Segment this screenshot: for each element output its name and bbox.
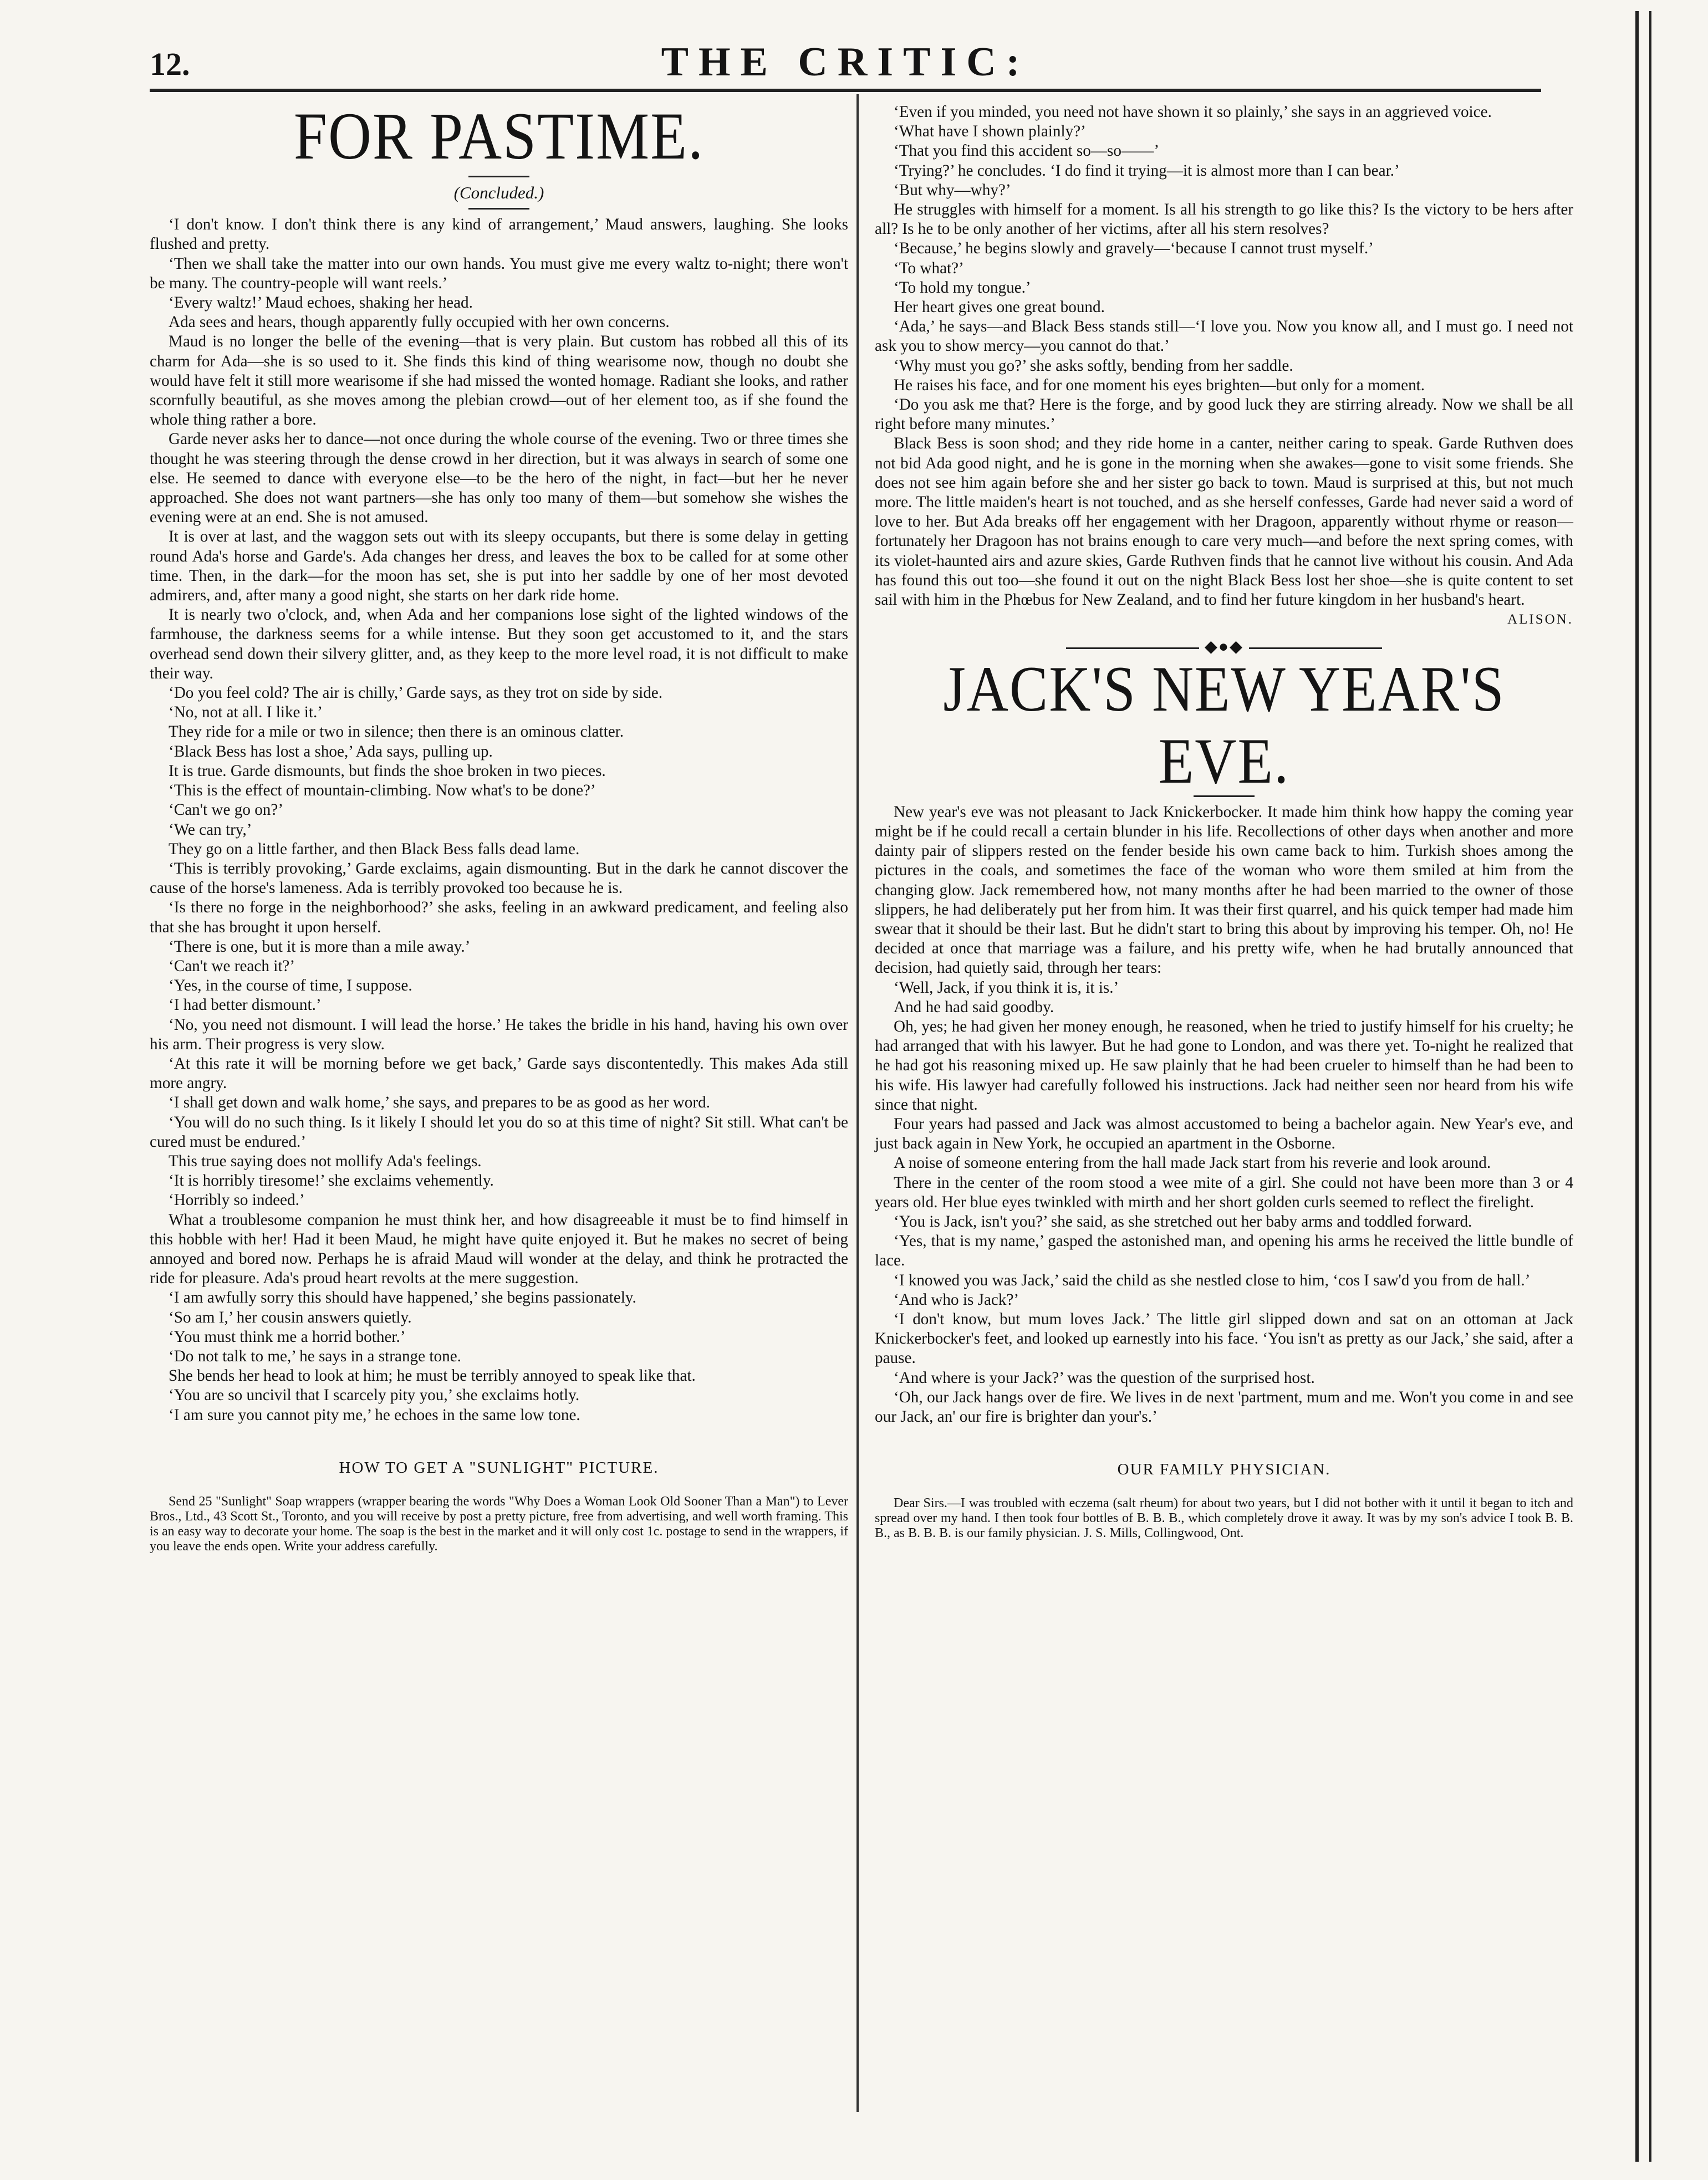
story-paragraph: Black Bess is soon shod; and they ride home in a canter, neither caring to speak. Garde Ruthven does not bid Ada good night, and he is gone in the morning when she awakes—gone to visit some friends. She does not see him again before she and her sister go back to town. Maud is surprised at this, but not much more. The little maiden's heart is not touched, and as she herself confesses, Garde had never said a word of love to her. But Ada breaks off her engagement with her Dragoon, apparently without rhyme or reason—fortunately her Dragoon has not brains enough to care very much—and before the next spring comes, with its violet-haunted airs and azure skies, Garde Ruthven finds that he cannot live without his cousin. And Ada has found this out too—she found it out on the night Black Bess lost her shoe—she is quite content to set sail with him in the Phœbus for New Zealand, and to find her future kingdom in her husband's heart. — [875, 435, 1573, 609]
story-paragraph: ‘You must think me a horrid bother.’ — [169, 1328, 406, 1346]
story-paragraph: Maud is no longer the belle of the evening—that is very plain. But custom has robbed all this of its charm for Ada—she is so used to it. She finds this kind of thing wearisome now, though no doubt she would have felt it still more wearisome if she had missed the wonted homage. Radiant she looks, and rather scornfully beautiful, as she moves among the plebian crowd—out of her element too, as if she found the whole thing rather a bore. — [150, 333, 848, 429]
page-header — [150, 39, 1541, 89]
story-paragraph: Her heart gives one great bound. — [894, 298, 1105, 316]
story-paragraph: ‘Yes, in the course of time, I suppose. — [169, 977, 412, 995]
story-title-for-pastime: FOR PASTIME. — [293, 99, 705, 174]
story-paragraph: ‘Well, Jack, if you think it is, it is.’ — [894, 978, 1119, 997]
story-paragraph: ‘Because,’ he begins slowly and gravely—‘because I cannot trust myself.’ — [894, 239, 1374, 258]
story-paragraph: ‘At this rate it will be morning before we get back,’ Garde says discontentedly. This makes Ada still more angry. — [150, 1054, 848, 1092]
story-paragraph: ‘It is horribly tiresome!’ she exclaims vehemently. — [169, 1172, 494, 1190]
story-paragraph: ‘Can't we go on?’ — [169, 801, 284, 819]
story-paragraph: It is over at last, and the waggon sets out with its sleepy occupants, but there is some delay in getting round Ada's horse and Garde's. Ada changes her dress, and leaves the box to be called for at some other time. Then, in the dark—for the moon has set, she is put into her saddle by one of her most devoted admirers, and, after many a good night, she starts on her dark ride home. — [150, 528, 848, 605]
story-paragraph: She bends her head to look at him; he must be terribly annoyed to speak like that. — [169, 1367, 696, 1385]
story-paragraph: And he had said goodby. — [894, 998, 1054, 1016]
story-paragraph: ‘I had better dismount.’ — [169, 996, 322, 1014]
story-paragraph: ‘I am sure you cannot pity me,’ he echoes in the same low tone. — [169, 1406, 580, 1424]
jack-story-body — [875, 803, 1573, 1427]
story-paragraph: Garde never asks her to dance—not once during the whole course of the evening. Two or three times she thought he was steering through the dense crowd in her direction, but it was always in search of some one else. He seemed to dance with everyone else—to be the hero of the night, in fact—but her he never approached. She does not want partners—she has only too many of them—but somehow she wishes the evening were at an end. She is not amused. — [150, 430, 848, 527]
story-paragraph: ‘No, you need not dismount. I will lead the horse.’ He takes the bridle in his hand, having his own over his arm. Their progress is very slow. — [150, 1015, 848, 1053]
story-paragraph: ‘To hold my tongue.’ — [894, 278, 1031, 297]
story-paragraph: ‘I don't know, but mum loves Jack.’ The little girl slipped down and sat on an ottoman at Jack Knickerbocker's feet, and looked up earnestly into his face. ‘You isn't as pretty as our Jack,’ she said, after a pause. — [875, 1310, 1573, 1367]
masthead: THE CRITIC: — [661, 39, 1030, 85]
story-paragraph: ‘I knowed you was Jack,’ said the child as she nestled close to him, ‘cos I saw'd you from de hall.’ — [894, 1271, 1531, 1289]
story-paragraph: ‘Why must you go?’ she asks softly, bending from her saddle. — [894, 356, 1293, 375]
story-paragraph: ‘No, not at all. I like it.’ — [169, 703, 323, 722]
story-paragraph: ‘That you find this accident so—so——’ — [894, 142, 1160, 160]
story-paragraph: He struggles with himself for a moment. Is all his strength to go like this? Is the victory to be hers after all? Is he to be only another of her victims, after all his stern resolves? — [875, 201, 1573, 238]
story-paragraph: ‘Can't we reach it?’ — [169, 957, 295, 975]
right-column — [875, 103, 1573, 1541]
story-paragraph: Oh, yes; he had given her money enough, he reasoned, when he tried to justify himself for his cruelty; he had arranged that with his lawyer. But he had gone to London, and was there yet. To-night he realized that he had got his reasoning mixed up. He saw plainly that he had been crueler to himself than he had been to his wife. His lawyer had carefully followed his instructions. Jack had neither seen nor heard from his wife since that night. — [875, 1017, 1573, 1114]
story-paragraph: ‘Then we shall take the matter into our own hands. You must give me every waltz to-night; there won't be many. The country-people will want reels.’ — [150, 254, 848, 292]
story-paragraph: ‘There is one, but it is more than a mile away.’ — [169, 937, 471, 956]
title-rule — [468, 176, 529, 177]
story-paragraph: ‘I am awfully sorry this should have happened,’ she begins passionately. — [169, 1289, 636, 1307]
story-title-jacks-new-years-eve: JACK'S NEW YEAR'S EVE. — [943, 653, 1505, 797]
physician-ad-title: OUR FAMILY PHYSICIAN. — [1117, 1461, 1331, 1479]
story-paragraph: ‘Oh, our Jack hangs over de fire. We lives in de next 'partment, mum and me. Won't you come in and see our Jack, an' our fire is brighter dan your's.’ — [875, 1388, 1573, 1426]
story-paragraph: ‘We can try,’ — [169, 820, 252, 839]
story-paragraph: ‘Trying?’ he concludes. ‘I do find it trying—it is almost more than I can bear.’ — [894, 161, 1400, 180]
story-paragraph: ‘Do not talk to me,’ he says in a strange tone. — [169, 1347, 461, 1365]
scan-edge — [1635, 11, 1639, 2162]
scan-edge-2 — [1649, 11, 1651, 2162]
story-paragraph: It is nearly two o'clock, and, when Ada and her companions lose sight of the lighted windows of the farmhouse, the darkness seems for a while intense. But they soon get accustomed to it, and the stars overhead send down their silvery glitter, and, as they keep to the more level road, it is not difficult to make their way. — [150, 606, 848, 682]
story-paragraph: It is true. Garde dismounts, but finds the shoe broken in two pieces. — [169, 762, 606, 780]
story-paragraph: ‘Yes, that is my name,’ gasped the astonished man, and opening his arms he received the little bundle of lace. — [875, 1232, 1573, 1270]
subtitle-rule — [468, 208, 529, 210]
story-paragraph: ‘This is terribly provoking,’ Garde exclaims, again dismounting. But in the dark he cannot discover the cause of the horse's lameness. Ada is terribly provoked too because he is. — [150, 859, 848, 897]
story-paragraph: ‘Every waltz!’ Maud echoes, shaking her head. — [169, 294, 473, 312]
story-paragraph: ‘What have I shown plainly?’ — [894, 122, 1086, 141]
story-paragraph: ‘I shall get down and walk home,’ she says, and prepares to be as good as her word. — [169, 1094, 710, 1112]
story-paragraph: ‘You are so uncivil that I scarcely pity you,’ she exclaims hotly. — [169, 1386, 580, 1405]
story-paragraph: What a troublesome companion he must think her, and how disagreeable it must be to find himself in this hobble with her! Had it been Maud, he might have quite enjoyed it. But he makes no secret of being annoyed and bored now. Perhaps he is afraid Maud will wonder at the delay, and think he protracted the ride for pleasure. Ada's proud heart revolts at the mere suggestion. — [150, 1211, 848, 1288]
story-paragraph: ‘I don't know. I don't think there is any kind of arrangement,’ Maud answers, laughing. She looks flushed and pretty. — [150, 216, 848, 253]
story-paragraph: There in the center of the room stood a wee mite of a girl. She could not have been more than 3 or 4 years old. Her blue eyes twinkled with mirth and her short golden curls seemed to reflect the firelight. — [875, 1173, 1573, 1211]
story-paragraph: ‘To what?’ — [894, 259, 964, 277]
column-divider — [856, 94, 859, 2112]
story-paragraph: ‘Horribly so indeed.’ — [169, 1191, 305, 1209]
left-column — [150, 99, 848, 1554]
section-ornament: ◆●◆ — [875, 637, 1573, 656]
story-paragraph: ‘But why—why?’ — [894, 181, 1011, 199]
concluded-note: (Concluded.) — [453, 183, 544, 202]
sunlight-ad-title: HOW TO GET A "SUNLIGHT" PICTURE. — [339, 1458, 659, 1477]
story-paragraph: ‘And who is Jack?’ — [894, 1290, 1019, 1309]
story-paragraph: This true saying does not mollify Ada's feelings. — [169, 1152, 482, 1170]
story-paragraph: Ada sees and hears, though apparently fully occupied with her own concerns. — [169, 313, 670, 331]
story-paragraph: ‘You is Jack, isn't you?’ she said, as she stretched out her baby arms and toddled forward. — [894, 1212, 1472, 1231]
story-paragraph: ‘Do you feel cold? The air is chilly,’ Garde says, as they trot on side by side. — [169, 684, 663, 702]
story-paragraph: Four years had passed and Jack was almost accustomed to being a bachelor again. New Year's eve, and just back again in New York, he occupied an apartment in the Osborne. — [875, 1115, 1573, 1153]
story-signature: ALISON. — [1507, 612, 1573, 627]
story-paragraph: ‘Ada,’ he says—and Black Bess stands still—‘I love you. Now you know all, and I must go. I need not ask you to show mercy—you cannot do that.’ — [875, 318, 1573, 355]
story-paragraph: ‘This is the effect of mountain-climbing. Now what's to be done?’ — [169, 782, 596, 800]
story-paragraph: A noise of someone entering from the hall made Jack start from his reverie and look around. — [894, 1154, 1491, 1172]
sunlight-ad-text: Send 25 "Sunlight" Soap wrappers (wrapper bearing the words "Why Does a Woman Look Old Sooner Than a Man") to Lever Bros., Ltd., 43 Scott St., Toronto, and you will receive by post a pretty picture, free from advertising, and well worth framing. This is an easy way to decorate your home. The soap is the best in the market and it will only cost 1c. postage to send in the wrappers, if you leave the ends open. Write your address carefully. — [150, 1494, 848, 1554]
story-paragraph: ‘Even if you minded, you need not have shown it so plainly,’ she says in an aggrieved voice. — [894, 103, 1492, 121]
story-paragraph: ‘So am I,’ her cousin answers quietly. — [169, 1308, 412, 1326]
story-paragraph: He raises his face, and for one moment his eyes brighten—but only for a moment. — [894, 376, 1425, 394]
story-paragraph: ‘You will do no such thing. Is it likely I should let you do so at this time of night? Sit still. What can't be cured must be endured.’ — [150, 1113, 848, 1151]
story-paragraph: ‘Black Bess has lost a shoe,’ Ada says, pulling up. — [169, 742, 493, 760]
story-paragraph: They ride for a mile or two in silence; then there is an ominous clatter. — [169, 723, 624, 741]
header-rule — [150, 89, 1541, 92]
page-number: 12. — [150, 46, 190, 82]
story-paragraph: They go on a little farther, and then Black Bess falls dead lame. — [169, 840, 580, 858]
continued-story-body — [875, 103, 1573, 610]
story-paragraph: ‘Do you ask me that? Here is the forge, and by good luck they are stirring already. Now we shall be all right before many minutes.’ — [875, 396, 1573, 433]
left-story-body — [150, 215, 848, 1425]
story-paragraph: ‘And where is your Jack?’ was the question of the surprised host. — [894, 1369, 1315, 1387]
story-paragraph: ‘Is there no forge in the neighborhood?’ she asks, feeling in an awkward predicament, and feeling also that she has brought it upon herself. — [150, 898, 848, 936]
physician-ad-text: Dear Sirs.—I was troubled with eczema (salt rheum) for about two years, but I did not bother with it until it began to itch and spread over my hand. I then took four bottles of B. B. B., which completely drove it away. It was by my son's advice I took B. B. B., as B. B. B. is our family physician. J. S. Mills, Collingwood, Ont. — [875, 1496, 1573, 1541]
story-paragraph: New year's eve was not pleasant to Jack Knickerbocker. It made him think how happy the coming year might be if he could recall a certain blunder in his life. Recollections of other days when another and more dainty pair of slippers rested on the fender beside his own came back to him. Turkish shoes among the pictures in the coals, and sometimes the face of the woman who wore them smiled at him from the changing glow. Jack remembered how, not many months after he had been married to the owner of those slippers, he had deliberately put her from him. It was their first quarrel, and his quick temper had made him swear that it should be their last. But he didn't start to bring this about by improving his temper. Oh, no! He decided at once that marriage was a failure, and his pretty wife, when he had brutally announced that decision, had quietly said, through her tears: — [875, 803, 1573, 977]
